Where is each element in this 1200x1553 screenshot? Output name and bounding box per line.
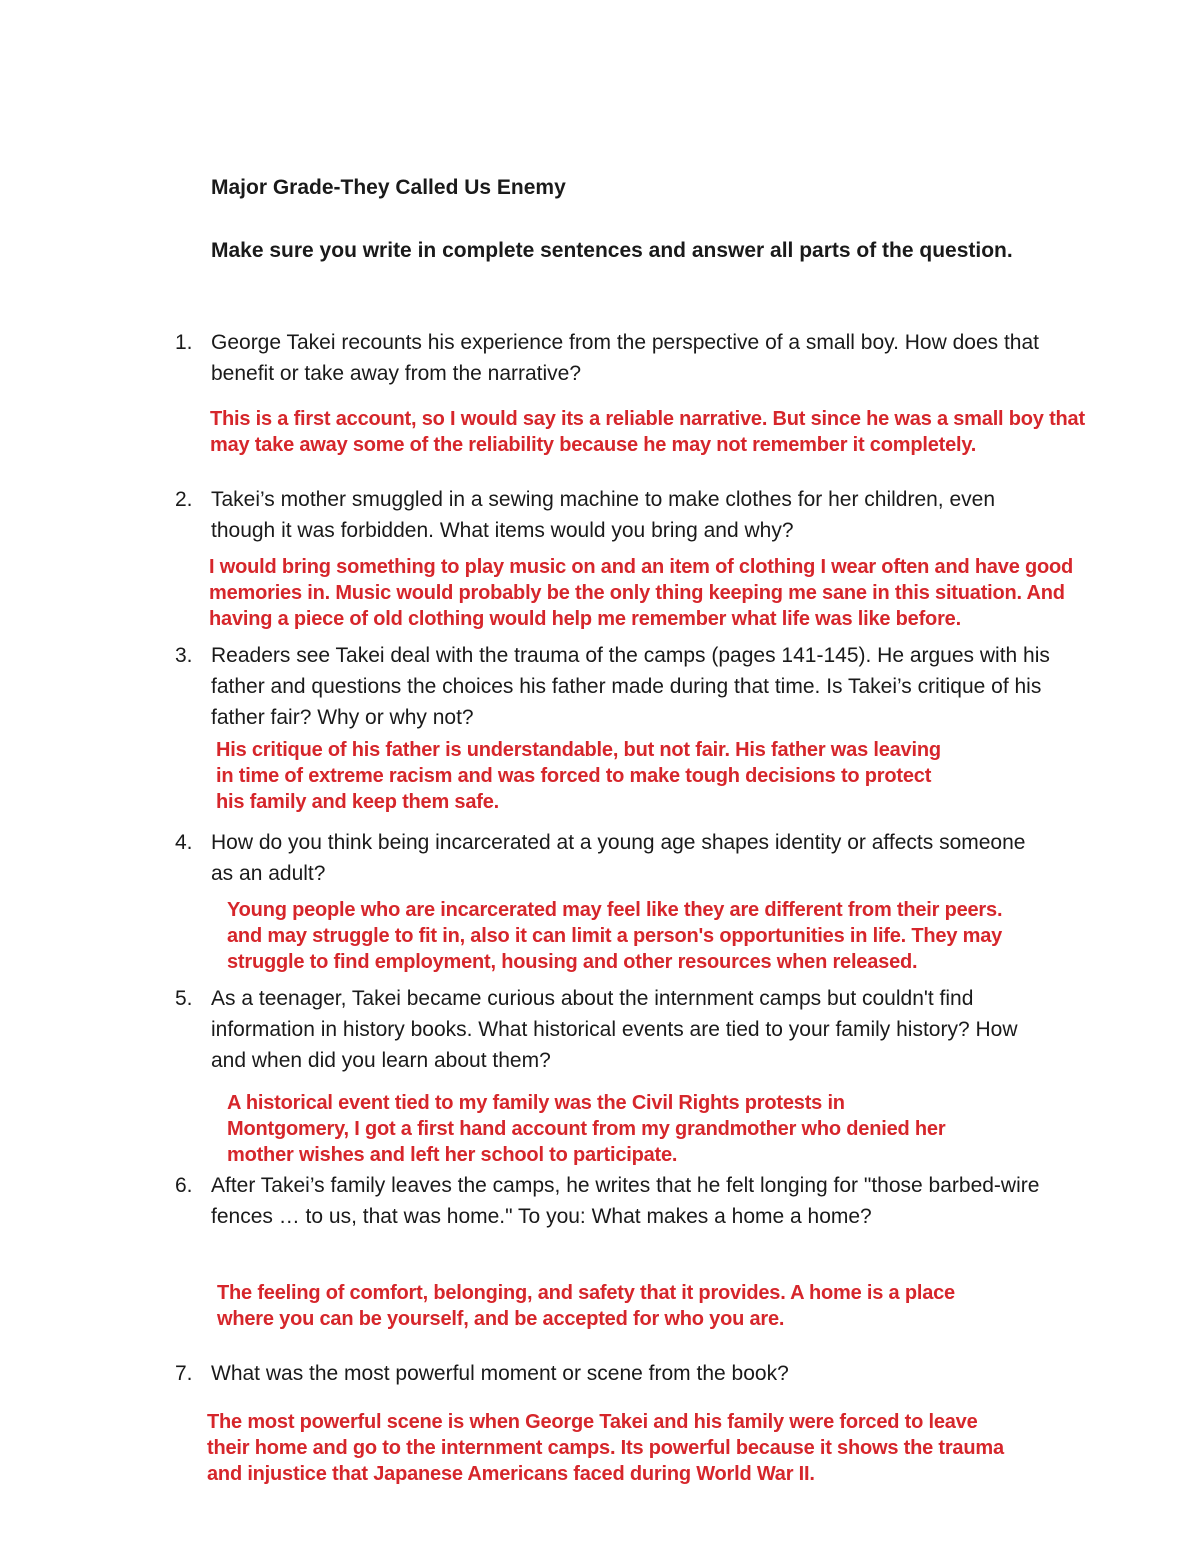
answer-2: I would bring something to play music on and an item of clothing I wear often and have good memories in. Music would probably be the only thing keeping me sane in this situation. And having a piece of old clothing would help me remember what life was like before. [209, 556, 1074, 630]
instructions: Make sure you write in complete sentences and answer all parts of the question. [211, 239, 1013, 262]
question-text: Takei’s mother smuggled in a sewing machine to make clothes for her children, even though it was forbidden. What items would you bring and why? [211, 488, 996, 542]
answer-5: A historical event tied to my family was the Civil Rights protests in Montgomery, I got a first hand account from my grandmother who denied her mother wishes and left her school to participate. [227, 1092, 946, 1166]
answer-6: The feeling of comfort, belonging, and safety that it provides. A home is a place where you can be yourself, and be accepted for who you are. [217, 1282, 955, 1330]
question-number: 7. [175, 1362, 193, 1385]
question-number: 4. [175, 831, 193, 854]
question-text: George Takei recounts his experience from the perspective of a small boy. How does that benefit or take away from the narrative? [211, 331, 1039, 385]
answer-7: The most powerful scene is when George Takei and his family were forced to leave their home and go to the internment camps. Its powerful because it shows the trauma and injustice that Japanese Americans faced during World War II. [207, 1411, 1004, 1485]
question-text: Readers see Takei deal with the trauma of the camps (pages 141-145). He argues with his father and questions the choices his father made during that time. Is Takei’s critique of his father fair? Why or why not? [211, 644, 1050, 729]
answer-3: His critique of his father is understandable, but not fair. His father was leaving in time of extreme racism and was forced to make tough decisions to protect his family and keep them safe. [216, 739, 941, 813]
question-number: 3. [175, 644, 193, 667]
question-text: How do you think being incarcerated at a young age shapes identity or affects someone as an adult? [211, 831, 1026, 885]
question-number: 2. [175, 488, 193, 511]
question-number: 1. [175, 331, 193, 354]
question-text: What was the most powerful moment or scene from the book? [211, 1362, 789, 1385]
answer-1: This is a first account, so I would say its a reliable narrative. But since he was a small boy that may take away some of the reliability because he may not remember it completely. [210, 408, 1085, 456]
document-title: Major Grade-They Called Us Enemy [211, 176, 566, 199]
question-number: 6. [175, 1174, 193, 1197]
question-text: As a teenager, Takei became curious about the internment camps but couldn't find information in history books. What historical events are tied to your family history? How and when did you learn about them? [211, 987, 1018, 1072]
question-text: After Takei’s family leaves the camps, he writes that he felt longing for "those barbed-wire fences … to us, that was home." To you: What makes a home a home? [211, 1174, 1040, 1228]
question-number: 5. [175, 987, 193, 1010]
answer-4: Young people who are incarcerated may feel like they are different from their peers. and may struggle to fit in, also it can limit a person's opportunities in life. They may struggle to find employment, housing and other resources when released. [227, 899, 1003, 973]
